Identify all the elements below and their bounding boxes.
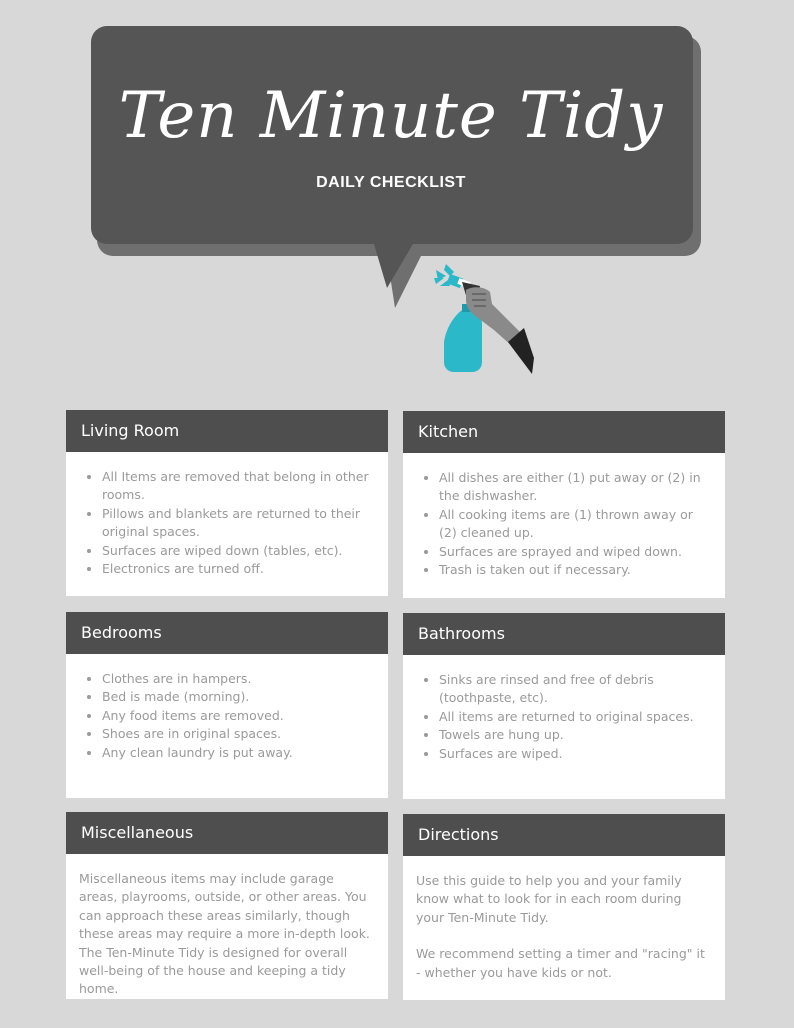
card-kitchen bbox=[403, 411, 725, 598]
header-speech-bubble bbox=[91, 26, 703, 311]
card-title-living-room: Living Room bbox=[66, 410, 388, 452]
checklist-living-room bbox=[80, 468, 376, 578]
checklist-kitchen bbox=[417, 469, 713, 579]
card-title-bedrooms: Bedrooms bbox=[66, 612, 388, 654]
list-item: • Sinks are rinsed and free of debris (toothpaste, etc). bbox=[439, 671, 713, 708]
checklist-bedrooms bbox=[80, 670, 376, 762]
list-item: • Any food items are removed. bbox=[102, 707, 376, 725]
directions-paragraph: Use this guide to help you and your family know what to look for in each room during your Ten-Minute Tidy. bbox=[416, 873, 682, 925]
card-miscellaneous bbox=[66, 812, 388, 999]
card-body-bathrooms bbox=[403, 655, 725, 777]
list-item: • Surfaces are wiped. bbox=[439, 745, 713, 763]
paragraph-spacer bbox=[416, 927, 713, 945]
spray-bottle-icon bbox=[432, 264, 536, 376]
list-item: • Pillows and blankets are returned to their original spaces. bbox=[102, 505, 376, 542]
card-body-miscellaneous bbox=[66, 854, 388, 1013]
card-title-kitchen: Kitchen bbox=[403, 411, 725, 453]
page-subtitle: DAILY CHECKLIST bbox=[316, 174, 466, 191]
list-item: • Clothes are in hampers. bbox=[102, 670, 376, 688]
list-item: • Trash is taken out if necessary. bbox=[439, 561, 713, 579]
list-item: • All cooking items are (1) thrown away or (2) cleaned up. bbox=[439, 506, 713, 543]
directions-paragraph: We recommend setting a timer and "racing" it - whether you have kids or not. bbox=[416, 946, 705, 980]
list-item: • Electronics are turned off. bbox=[102, 560, 376, 578]
card-body-living-room bbox=[66, 452, 388, 592]
list-item: • Surfaces are wiped down (tables, etc). bbox=[102, 542, 376, 560]
list-item: • Bed is made (morning). bbox=[102, 688, 376, 706]
card-bathrooms bbox=[403, 613, 725, 799]
speech-bubble-shape bbox=[91, 26, 703, 311]
checklist-bathrooms bbox=[417, 671, 713, 763]
list-item: • Towels are hung up. bbox=[439, 726, 713, 744]
page-title: Ten Minute Tidy bbox=[118, 79, 664, 153]
card-bedrooms bbox=[66, 612, 388, 798]
card-title-directions: Directions bbox=[403, 814, 725, 856]
card-body-kitchen bbox=[403, 453, 725, 593]
card-body-directions bbox=[403, 856, 725, 996]
card-body-bedrooms bbox=[66, 654, 388, 776]
list-item: • All Items are removed that belong in other rooms. bbox=[102, 468, 376, 505]
list-item: • All items are returned to original spaces. bbox=[439, 708, 713, 726]
list-item: • Any clean laundry is put away. bbox=[102, 744, 376, 762]
misc-description: Miscellaneous items may include garage areas, playrooms, outside, or other areas. You can approach these areas similarly, though these areas may require a more in-depth look. The Ten-Minute Tidy is designed for overall well-being of the house and keeping a tidy home. bbox=[79, 871, 370, 997]
card-directions bbox=[403, 814, 725, 1000]
list-item: • Surfaces are sprayed and wiped down. bbox=[439, 543, 713, 561]
card-living-room bbox=[66, 410, 388, 596]
card-title-miscellaneous: Miscellaneous bbox=[66, 812, 388, 854]
card-title-bathrooms: Bathrooms bbox=[403, 613, 725, 655]
list-item: • All dishes are either (1) put away or (2) in the dishwasher. bbox=[439, 469, 713, 506]
list-item: • Shoes are in original spaces. bbox=[102, 725, 376, 743]
